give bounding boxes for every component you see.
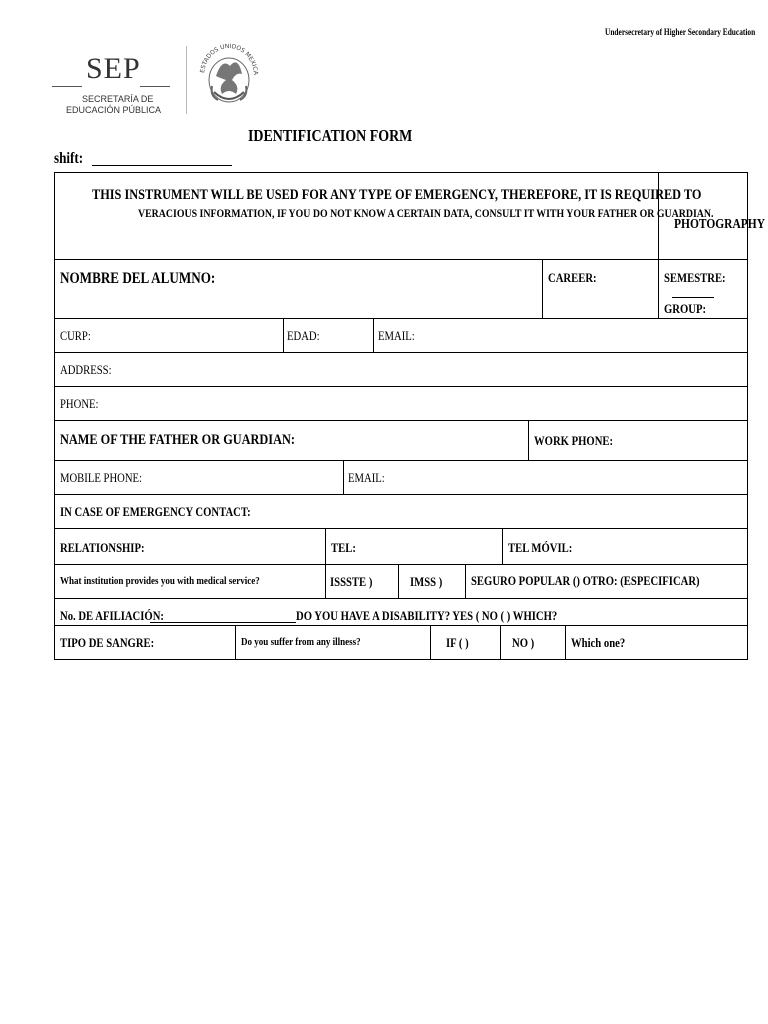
sep-logo-rule-left [52,86,82,87]
which-one-label: Which one? [571,635,626,650]
which-one-column-divider [565,625,566,660]
mobile-phone-label: MOBILE PHONE: [60,470,143,485]
phone-label: PHONE: [60,396,99,411]
email-label: EMAIL: [378,328,415,343]
semestre-input-line[interactable] [672,297,714,298]
notice-line-1: THIS INSTRUMENT WILL BE USED FOR ANY TYPE OF EMERGENCY, THEREFORE, IT IS REQUIRED TO [92,187,702,203]
edad-label: EDAD: [287,328,320,343]
imss-option[interactable]: IMSS ) [410,574,443,589]
shift-label: shift: [54,150,84,167]
row-divider [54,625,748,626]
shift-input-line[interactable] [92,165,232,166]
semestre-label: SEMESTRE: [664,270,726,285]
sep-logo-rule-right [140,86,170,87]
row-divider [54,598,748,599]
illness-column-divider [235,625,236,660]
sep-logo-subtitle-1: SECRETARÍA DE [82,94,154,104]
student-name-label: NOMBRE DEL ALUMNO: [60,270,216,287]
afiliacion-input-line[interactable] [150,622,296,623]
illness-question: Do you suffer from any illness? [241,636,361,648]
relationship-label: RELATIONSHIP: [60,540,145,555]
seguro-popular-option[interactable]: SEGURO POPULAR () OTRO: (ESPECIFICAR) [471,573,700,588]
no-column-divider [500,625,501,660]
afiliacion-label: No. DE AFILIACIÓN: [60,608,164,623]
row-divider [54,386,748,387]
illness-no-option[interactable]: NO ) [512,635,535,650]
sep-logo-subtitle-2: EDUCACIÓN PÚBLICA [66,105,162,115]
if-column-divider [430,625,431,660]
logo-divider [186,46,187,114]
tel-movil-column-divider [502,528,503,564]
undersecretary-heading: Undersecretary of Higher Secondary Education [605,27,756,37]
address-label: ADDRESS: [60,362,112,377]
blood-type-label: TIPO DE SANGRE: [60,635,155,650]
notice-line-2: VERACIOUS INFORMATION, IF YOU DO NOT KNOW A CERTAIN DATA, CONSULT IT WITH YOUR FATHER OR GUARDIAN. [138,206,714,220]
career-label: CAREER: [548,270,597,285]
work-phone-label: WORK PHONE: [534,433,614,448]
tel-label: TEL: [331,540,356,555]
work-phone-column-divider [528,420,529,460]
imss-column-divider [398,564,399,598]
issste-option[interactable]: ISSSTE ) [330,574,373,589]
row-divider [54,460,748,461]
svg-text:ESTADOS UNIDOS MEXICANOS: ESTADOS UNIDOS MEXICA [199,42,260,76]
email-column-divider [373,318,374,352]
illness-if-option[interactable]: IF ( ) [446,635,469,650]
form-title: IDENTIFICATION FORM [248,126,413,145]
row-divider [54,564,748,565]
sep-logo [52,52,172,122]
guardian-name-label: NAME OF THE FATHER OR GUARDIAN: [60,432,295,448]
tel-column-divider [325,528,326,598]
group-label: GROUP: [664,301,707,316]
disability-question: DO YOU HAVE A DISABILITY? YES ( NO ( ) WHICH? [296,608,558,623]
row-divider [54,318,748,319]
row-divider [54,494,748,495]
tel-movil-label: TEL MÓVIL: [508,540,573,555]
row-divider [54,528,748,529]
guardian-email-label: EMAIL: [348,470,385,485]
edad-column-divider [283,318,284,352]
row-divider [54,420,748,421]
career-column-divider [542,259,543,318]
seguro-column-divider [465,564,466,598]
medical-service-question: What institution provides you with medical service? [60,575,260,587]
row-divider [54,352,748,353]
emergency-contact-label: IN CASE OF EMERGENCY CONTACT: [60,504,251,519]
photography-label: PHOTOGRAPHY [674,217,765,232]
curp-label: CURP: [60,328,91,343]
email2-column-divider [343,460,344,494]
row-divider [54,259,748,260]
mexican-coat-of-arms-seal [196,36,262,114]
sep-logo-word: SEP [86,52,141,85]
